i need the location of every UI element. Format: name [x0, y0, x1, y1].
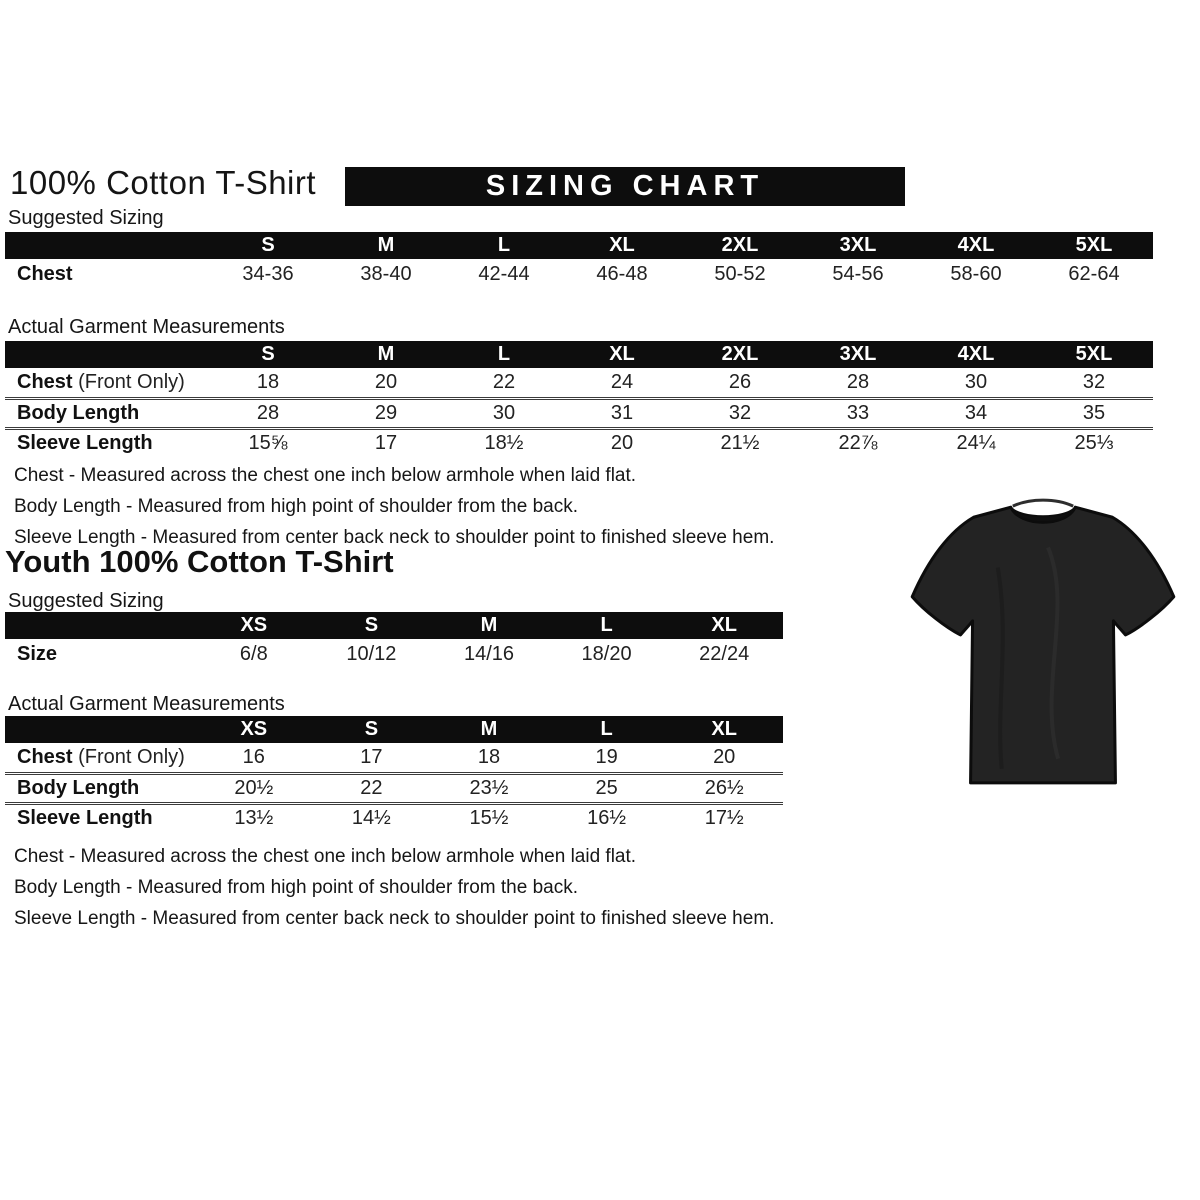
size-col-header: L	[445, 341, 563, 368]
adult-suggested-sizing-table	[5, 232, 1153, 289]
value-cell: 25	[548, 773, 666, 803]
row-label: Body Length	[5, 398, 209, 428]
value-cell: 28	[209, 398, 327, 428]
size-col-header: 5XL	[1035, 341, 1153, 368]
value-cell: 31	[563, 398, 681, 428]
table-header-row	[5, 716, 783, 743]
table-row-size	[5, 639, 783, 669]
value-cell: 26	[728, 370, 752, 393]
value-cell: 30	[964, 370, 988, 393]
value-cell: 6/8	[239, 642, 268, 665]
value-cell: 50-52	[714, 262, 766, 285]
size-col-header: L	[548, 612, 666, 639]
note-line: Body Length - Measured from high point of shoulder from the back.	[14, 877, 578, 898]
size-col-header: XS	[195, 612, 313, 639]
value-cell: 14/16	[463, 642, 515, 665]
value-cell: 18	[477, 745, 501, 768]
size-col-header: S	[313, 612, 431, 639]
youth-actual-measurements-label: Actual Garment Measurements	[8, 693, 285, 715]
value-cell: 22⅞	[799, 428, 917, 458]
value-cell: 20	[563, 428, 681, 458]
table-header-row	[5, 341, 1153, 368]
empty-header-cell	[5, 716, 195, 743]
size-col-header: M	[430, 612, 548, 639]
row-label: Size	[17, 642, 58, 665]
value-cell: 32	[1082, 370, 1106, 393]
value-cell: 62-64	[1068, 262, 1120, 285]
size-col-header: 3XL	[799, 232, 917, 259]
size-col-header: 4XL	[917, 341, 1035, 368]
value-cell: 17½	[665, 803, 783, 833]
value-cell: 23½	[430, 773, 548, 803]
size-col-header: XL	[563, 232, 681, 259]
value-cell: 18/20	[581, 642, 632, 665]
value-cell: 38-40	[360, 262, 412, 285]
tshirt-collar-back-line	[1013, 500, 1073, 506]
value-cell: 35	[1035, 398, 1153, 428]
page-title: 100% Cotton T-Shirt	[10, 164, 317, 201]
youth-measurement-notes	[14, 841, 774, 934]
value-cell: 16½	[548, 803, 666, 833]
size-col-header: XS	[195, 716, 313, 743]
adult-actual-measurements-table	[5, 341, 1153, 458]
size-col-header: XL	[563, 341, 681, 368]
value-cell: 58-60	[950, 262, 1002, 285]
sizing-chart-banner-label: SIZING CHART	[485, 170, 765, 202]
table-row-sleeve-length	[5, 803, 783, 833]
adult-suggested-sizing-label: Suggested Sizing	[8, 207, 164, 229]
note-line: Sleeve Length - Measured from center back neck to shoulder point to finished sleeve hem.	[14, 527, 775, 548]
value-cell: 30	[445, 398, 563, 428]
size-col-header: 2XL	[681, 341, 799, 368]
value-cell: 42-44	[478, 262, 530, 285]
value-cell: 20	[374, 370, 398, 393]
value-cell: 33	[799, 398, 917, 428]
value-cell: 24¼	[917, 428, 1035, 458]
value-cell: 22	[313, 773, 431, 803]
size-col-header: M	[327, 341, 445, 368]
value-cell: 54-56	[832, 262, 884, 285]
value-cell: 16	[242, 745, 265, 768]
sizing-chart-banner	[345, 167, 905, 206]
size-col-header: L	[445, 232, 563, 259]
value-cell: 10/12	[346, 642, 397, 665]
value-cell: 17	[327, 428, 445, 458]
size-col-header: M	[430, 716, 548, 743]
value-cell: 15½	[430, 803, 548, 833]
value-cell: 46-48	[596, 262, 648, 285]
empty-header-cell	[5, 341, 209, 368]
size-col-header: L	[548, 716, 666, 743]
size-col-header: XL	[665, 612, 783, 639]
row-label: Chest (Front Only)	[17, 745, 185, 768]
table-row-body-length	[5, 398, 1153, 428]
size-col-header: S	[209, 341, 327, 368]
table-row-chest	[5, 743, 783, 773]
value-cell: 20½	[195, 773, 313, 803]
value-cell: 18	[256, 370, 280, 393]
size-col-header: M	[327, 232, 445, 259]
size-col-header: S	[313, 716, 431, 743]
value-cell: 26½	[665, 773, 783, 803]
value-cell: 14½	[313, 803, 431, 833]
black-tshirt-image	[893, 477, 1193, 809]
size-col-header: 5XL	[1035, 232, 1153, 259]
row-label: Chest (Front Only)	[17, 370, 185, 393]
row-label: Sleeve Length	[5, 803, 195, 833]
value-cell: 20	[713, 745, 736, 768]
table-header-row	[5, 232, 1153, 259]
size-col-header: XL	[665, 716, 783, 743]
size-col-header: S	[209, 232, 327, 259]
value-cell: 19	[595, 745, 618, 768]
value-cell: 17	[360, 745, 383, 768]
youth-section-title: Youth 100% Cotton T-Shirt	[5, 544, 394, 579]
value-cell: 29	[327, 398, 445, 428]
value-cell: 22	[492, 370, 516, 393]
youth-suggested-sizing-table	[5, 612, 783, 669]
empty-header-cell	[5, 232, 209, 259]
value-cell: 28	[846, 370, 870, 393]
value-cell: 34	[917, 398, 1035, 428]
table-row-chest	[5, 368, 1153, 398]
empty-header-cell	[5, 612, 195, 639]
value-cell: 18½	[445, 428, 563, 458]
size-col-header: 4XL	[917, 232, 1035, 259]
table-row	[5, 259, 1153, 289]
value-cell: 34-36	[242, 262, 294, 285]
value-cell: 24	[610, 370, 634, 393]
youth-suggested-sizing-label: Suggested Sizing	[8, 590, 164, 612]
youth-actual-measurements-table	[5, 716, 783, 833]
size-col-header: 2XL	[681, 232, 799, 259]
adult-actual-measurements-label: Actual Garment Measurements	[8, 316, 285, 338]
value-cell: 25⅓	[1035, 428, 1153, 458]
value-cell: 32	[681, 398, 799, 428]
tshirt-body-shape	[912, 507, 1174, 783]
row-label: Body Length	[5, 773, 195, 803]
value-cell: 13½	[195, 803, 313, 833]
value-cell: 22/24	[699, 642, 750, 665]
table-header-row	[5, 612, 783, 639]
row-label: Sleeve Length	[5, 428, 209, 458]
note-line: Chest - Measured across the chest one inch below armhole when laid flat.	[14, 465, 637, 486]
note-line: Chest - Measured across the chest one inch below armhole when laid flat.	[14, 846, 637, 867]
row-label: Chest	[17, 262, 73, 285]
size-col-header: 3XL	[799, 341, 917, 368]
adult-measurement-notes	[14, 460, 774, 553]
value-cell: 15⅝	[209, 428, 327, 458]
value-cell: 21½	[681, 428, 799, 458]
table-row-sleeve-length	[5, 428, 1153, 458]
note-line: Body Length - Measured from high point of shoulder from the back.	[14, 496, 578, 517]
note-line: Sleeve Length - Measured from center back neck to shoulder point to finished sleeve hem.	[14, 908, 775, 929]
table-row-body-length	[5, 773, 783, 803]
